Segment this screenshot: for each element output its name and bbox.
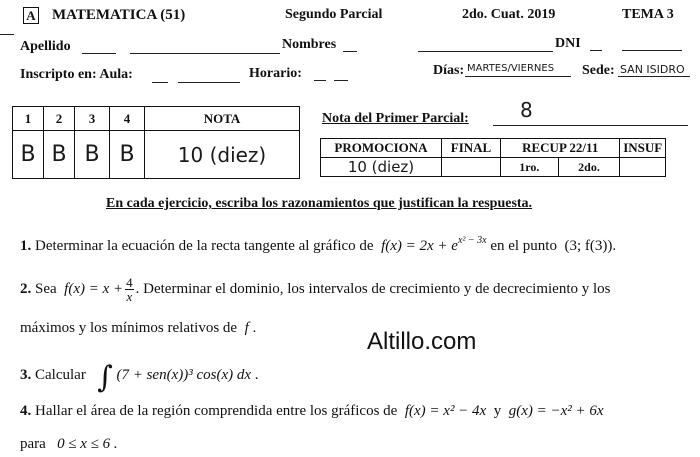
horario-line-2 — [334, 80, 348, 81]
result-value-promociona: 10 (diez) — [321, 158, 442, 177]
exercise-1-point: (3; f(3)). — [564, 238, 617, 254]
exercise-4-f: f(x) = x² − 4x — [404, 403, 487, 419]
exercise-2-frac-num: 4 — [126, 275, 133, 290]
exercise-3-number: 3. — [20, 367, 32, 383]
apellido-line-1 — [82, 53, 116, 54]
result-recup-2do: 2do. — [558, 158, 620, 177]
exercise-3-text: Calcular — [35, 367, 86, 383]
exercise-3-integrand: (7 + sen(x))³ cos(x) dx — [116, 367, 252, 383]
exercise-4-text: Hallar el área de la región comprendida entre los gráficos de — [35, 403, 398, 419]
exercise-2-frac-den: x — [126, 289, 133, 304]
nombres-line-1 — [343, 51, 357, 52]
grade-table — [12, 106, 300, 179]
dni-line-2 — [622, 50, 682, 51]
margin-mark — [0, 34, 14, 35]
sede-line — [618, 76, 690, 77]
exercise-4-para: para — [20, 436, 46, 452]
exercise-4-cont — [20, 436, 118, 453]
result-recup-1ro: 1ro. — [501, 158, 559, 177]
watermark: Altillo.com — [367, 328, 477, 355]
exercise-2-end: . — [252, 320, 257, 336]
grade-value-nota: 10 (diez) — [145, 131, 300, 179]
exercise-1-exponent: x² − 3x — [457, 235, 487, 246]
first-partial-label: Nota del Primer Parcial: — [322, 111, 469, 126]
exercise-2-fraction — [125, 276, 134, 303]
grade-header-1: 1 — [13, 107, 44, 131]
apellido-label: Apellido — [20, 39, 71, 54]
grade-value-3: B — [75, 131, 110, 179]
result-header-recup: RECUP 22/11 — [501, 139, 620, 158]
first-partial-value: 8 — [520, 98, 533, 122]
sede-label: Sede: — [582, 63, 615, 78]
horario-line-1 — [314, 80, 326, 81]
grade-header-2: 2 — [44, 107, 75, 131]
aula-line-1 — [152, 82, 168, 83]
result-header-promociona: PROMOCIONA — [321, 139, 442, 158]
apellido-line-2 — [130, 53, 280, 54]
nombres-label: Nombres — [282, 37, 337, 52]
dni-line-1 — [590, 50, 602, 51]
exam-title: Segundo Parcial — [285, 7, 383, 22]
dni-label: DNI — [555, 36, 581, 51]
exercise-1 — [20, 235, 616, 255]
horario-label: Horario: — [249, 66, 302, 81]
exercise-1-function: f(x) = 2x + e — [381, 238, 458, 254]
integral-icon: ∫ — [97, 360, 113, 395]
exercise-2-number: 2. — [20, 280, 32, 297]
exercise-2 — [20, 276, 611, 303]
result-header-row — [321, 139, 666, 158]
nombres-line-2 — [418, 51, 553, 52]
result-header-insuf: INSUF — [620, 139, 666, 158]
tema-box: A — [23, 7, 39, 24]
result-header-final: FINAL — [442, 139, 501, 158]
exercise-2-cont — [20, 320, 256, 337]
exercise-1-text: Determinar la ecuación de la recta tangente al gráfico de — [35, 238, 374, 254]
result-value-row — [321, 158, 666, 177]
result-value-final — [442, 158, 501, 177]
exercise-2-function: f(x) = x + — [64, 280, 124, 297]
grade-value-2: B — [44, 131, 75, 179]
exercise-3-end: . — [254, 367, 259, 383]
exercise-3 — [20, 360, 259, 395]
grade-value-1: B — [13, 131, 44, 179]
exercise-4-range: 0 ≤ x ≤ 6 . — [57, 436, 118, 452]
exercise-1-number: 1. — [20, 238, 32, 254]
term-label: 2do. Cuat. 2019 — [462, 7, 556, 22]
exercise-4 — [20, 403, 604, 420]
tema-label: TEMA 3 — [622, 7, 674, 22]
exercise-4-number: 4. — [20, 403, 32, 419]
grade-header-4: 4 — [110, 107, 145, 131]
inscripto-label: Inscripto en: Aula: — [20, 67, 133, 82]
exercise-2-sea: Sea — [35, 280, 57, 297]
exercise-4-joiner: y — [493, 403, 502, 419]
exercise-4-g: g(x) = −x² + 6x — [508, 403, 604, 419]
first-partial-line — [493, 125, 688, 126]
grade-header-nota: NOTA — [145, 107, 300, 131]
exercise-1-text-after: en el punto — [490, 238, 557, 254]
aula-line-2 — [178, 82, 240, 83]
exercise-2-line2: máximos y los mínimos relativos de — [20, 320, 238, 336]
sede-value: SAN ISIDRO — [620, 63, 685, 76]
grade-header-row — [13, 107, 300, 131]
dias-label: Días: — [433, 63, 465, 78]
dias-line — [465, 76, 571, 77]
grade-value-4: B — [110, 131, 145, 179]
exercise-2-line1: . Determinar el dominio, los intervalos de crecimiento y de decrecimiento y los — [135, 280, 611, 297]
exercise-2-fname: f — [244, 320, 249, 336]
result-value-insuf — [620, 158, 666, 177]
dias-value: MARTES/VIERNES — [467, 63, 555, 74]
result-table — [320, 138, 666, 177]
instructions: En cada ejercicio, escriba los razonamientos que justifican la respuesta. — [106, 196, 533, 211]
course-title: MATEMATICA (51) — [52, 7, 186, 23]
grade-value-row — [13, 131, 300, 179]
grade-header-3: 3 — [75, 107, 110, 131]
